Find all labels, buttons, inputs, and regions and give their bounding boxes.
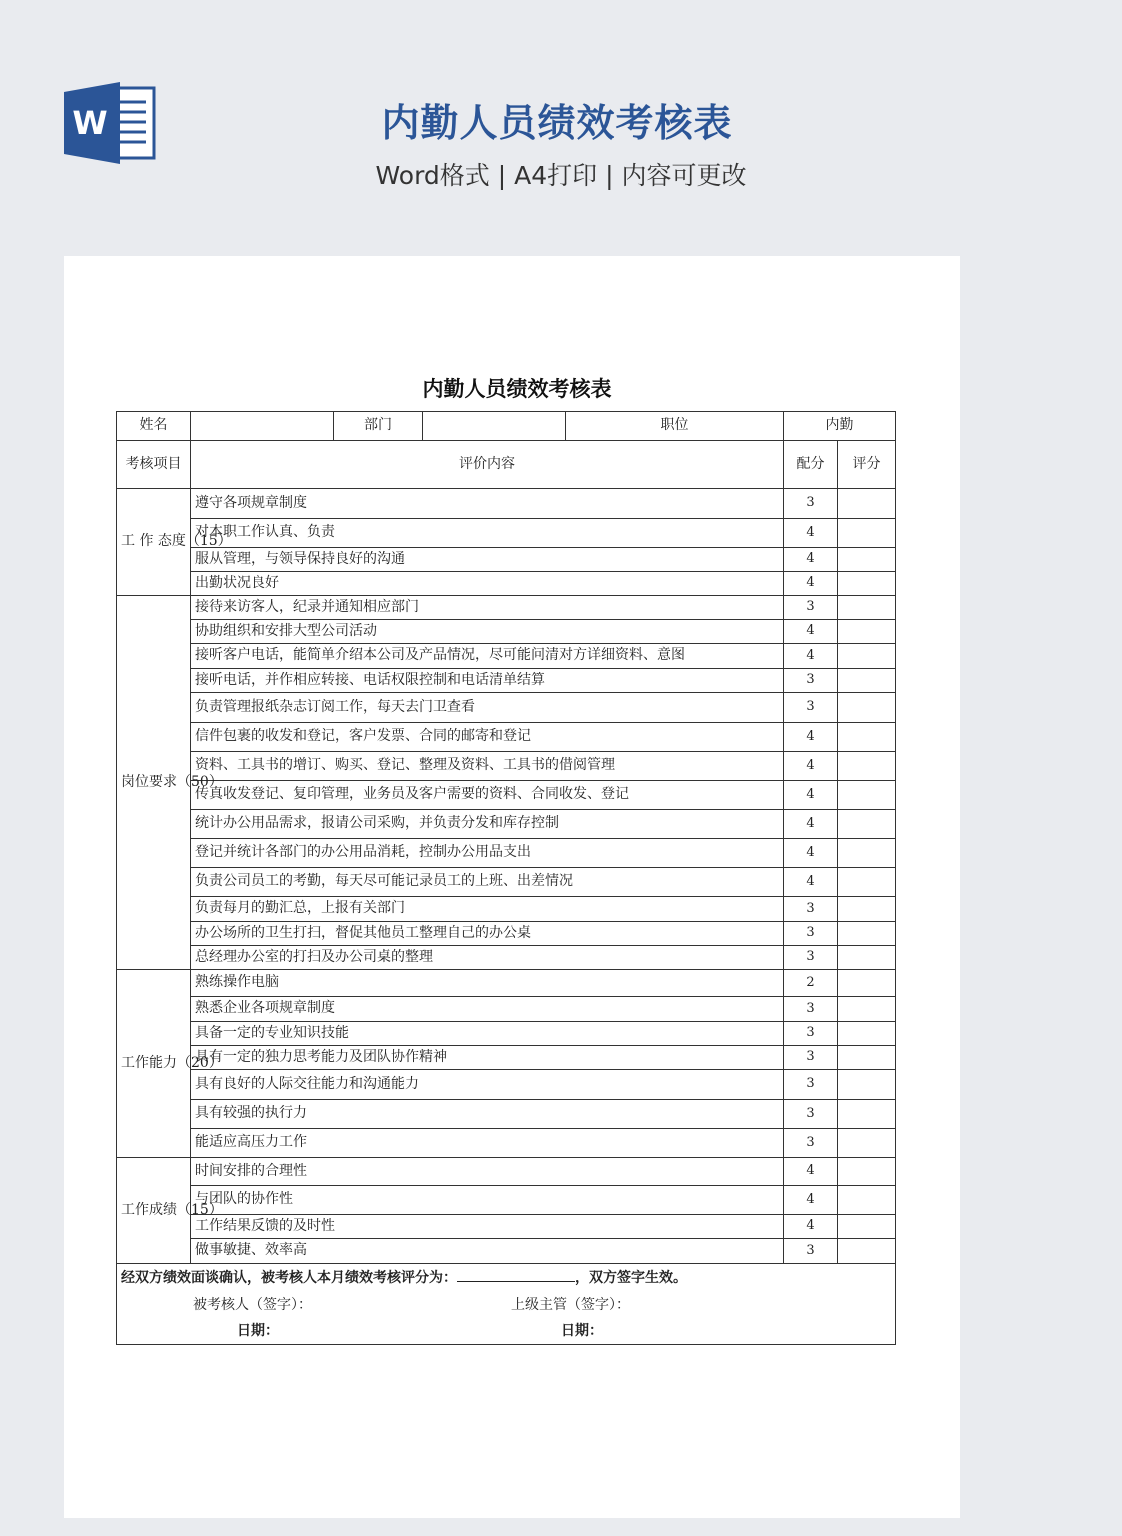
confirmation-prefix: 经双方绩效面谈确认，被考核人本月绩效考核评分为： bbox=[121, 1270, 457, 1286]
date-row bbox=[121, 1318, 891, 1344]
criterion-points: 3 bbox=[784, 897, 838, 922]
word-icon-letter: W bbox=[72, 104, 108, 142]
criterion-text: 办公场所的卫生打扫，督促其他员工整理自己的办公桌 bbox=[191, 922, 784, 946]
confirmation-suffix: ，双方签字生效。 bbox=[575, 1270, 687, 1286]
table-row bbox=[117, 752, 896, 781]
criterion-text: 工作结果反馈的及时性 bbox=[191, 1215, 784, 1239]
name-label: 姓名 bbox=[117, 412, 191, 441]
criterion-points: 4 bbox=[784, 752, 838, 781]
criterion-points: 4 bbox=[784, 810, 838, 839]
criterion-points: 3 bbox=[784, 946, 838, 970]
criterion-text: 对本职工作认真、负责 bbox=[191, 519, 784, 548]
score-input-cell[interactable] bbox=[838, 922, 896, 946]
score-input-cell[interactable] bbox=[838, 644, 896, 669]
criterion-text: 统计办公用品需求，报请公司采购，并负责分发和库存控制 bbox=[191, 810, 784, 839]
category-job-requirements: 岗位要求（50） bbox=[117, 596, 191, 970]
score-input-cell[interactable] bbox=[838, 1070, 896, 1100]
employee-signature-label: 被考核人（签字）： bbox=[193, 1297, 312, 1313]
criterion-points: 4 bbox=[784, 620, 838, 644]
employee-date-label: 日期： bbox=[237, 1323, 279, 1339]
table-row bbox=[117, 810, 896, 839]
criterion-points: 3 bbox=[784, 1239, 838, 1264]
table-row bbox=[117, 922, 896, 946]
criterion-text: 具有良好的人际交往能力和沟通能力 bbox=[191, 1070, 784, 1100]
position-value: 内勤 bbox=[784, 412, 896, 441]
evaluation-table bbox=[116, 411, 896, 1345]
criterion-text: 负责每月的勤汇总，上报有关部门 bbox=[191, 897, 784, 922]
footer-row bbox=[117, 1264, 896, 1345]
score-input-cell[interactable] bbox=[838, 781, 896, 810]
score-input-cell[interactable] bbox=[838, 1046, 896, 1070]
criterion-points: 3 bbox=[784, 1070, 838, 1100]
table-row bbox=[117, 519, 896, 548]
criterion-points: 4 bbox=[784, 519, 838, 548]
criterion-text: 协助组织和安排大型公司活动 bbox=[191, 620, 784, 644]
table-row bbox=[117, 997, 896, 1022]
table-row bbox=[117, 868, 896, 897]
table-row bbox=[117, 572, 896, 596]
criterion-points: 4 bbox=[784, 1186, 838, 1215]
criterion-points: 4 bbox=[784, 868, 838, 897]
criterion-points: 4 bbox=[784, 1158, 838, 1186]
table-row bbox=[117, 839, 896, 868]
table-row bbox=[117, 1186, 896, 1215]
score-input-cell[interactable] bbox=[838, 572, 896, 596]
table-row bbox=[117, 1215, 896, 1239]
header-row-basic-info bbox=[117, 412, 896, 441]
score-input-cell[interactable] bbox=[838, 897, 896, 922]
criterion-points: 4 bbox=[784, 723, 838, 752]
confirmation-section bbox=[117, 1264, 896, 1345]
score-input-cell[interactable] bbox=[838, 752, 896, 781]
score-input-cell[interactable] bbox=[838, 839, 896, 868]
score-input-cell[interactable] bbox=[838, 596, 896, 620]
table-row bbox=[117, 1239, 896, 1264]
table-row bbox=[117, 1070, 896, 1100]
criterion-points: 3 bbox=[784, 1022, 838, 1046]
document-title: 内勤人员绩效考核表 bbox=[422, 376, 612, 401]
criterion-text: 遵守各项规章制度 bbox=[191, 489, 784, 519]
criterion-points: 3 bbox=[784, 1129, 838, 1158]
criterion-points: 3 bbox=[784, 489, 838, 519]
score-input-cell[interactable] bbox=[838, 868, 896, 897]
score-input-cell[interactable] bbox=[838, 1186, 896, 1215]
criterion-text: 与团队的协作性 bbox=[191, 1186, 784, 1215]
score-input-cell[interactable] bbox=[838, 1239, 896, 1264]
criterion-text: 具有较强的执行力 bbox=[191, 1100, 784, 1129]
score-input-cell[interactable] bbox=[838, 519, 896, 548]
category-performance: 工作成绩（15） bbox=[117, 1158, 191, 1264]
score-input-cell[interactable] bbox=[838, 946, 896, 970]
table-row bbox=[117, 644, 896, 669]
points-label: 配分 bbox=[784, 441, 838, 489]
criterion-text: 熟练操作电脑 bbox=[191, 970, 784, 997]
criterion-points: 3 bbox=[784, 997, 838, 1022]
category-ability: 工作能力（20） bbox=[117, 970, 191, 1158]
table-row bbox=[117, 897, 896, 922]
criterion-text: 能适应高压力工作 bbox=[191, 1129, 784, 1158]
department-label: 部门 bbox=[334, 412, 423, 441]
criterion-points: 3 bbox=[784, 1100, 838, 1129]
table-row bbox=[117, 693, 896, 723]
table-row bbox=[117, 596, 896, 620]
manager-date-label: 日期： bbox=[561, 1323, 603, 1339]
score-input-cell[interactable] bbox=[838, 723, 896, 752]
position-label: 职位 bbox=[566, 412, 784, 441]
criterion-text: 总经理办公室的打扫及办公司桌的整理 bbox=[191, 946, 784, 970]
criterion-points: 3 bbox=[784, 596, 838, 620]
confirmation-text bbox=[121, 1264, 891, 1292]
table-row bbox=[117, 620, 896, 644]
criterion-text: 负责管理报纸杂志订阅工作，每天去门卫查看 bbox=[191, 693, 784, 723]
table-row bbox=[117, 1100, 896, 1129]
criterion-text: 具有一定的独力思考能力及团队协作精神 bbox=[191, 1046, 784, 1070]
score-input-cell[interactable] bbox=[838, 997, 896, 1022]
criterion-points: 3 bbox=[784, 693, 838, 723]
criterion-text: 负责公司员工的考勤，每天尽可能记录员工的上班、出差情况 bbox=[191, 868, 784, 897]
criterion-text: 时间安排的合理性 bbox=[191, 1158, 784, 1186]
criterion-text: 服从管理，与领导保持良好的沟通 bbox=[191, 548, 784, 572]
name-value-cell[interactable] bbox=[191, 412, 334, 441]
score-input-cell[interactable] bbox=[838, 970, 896, 997]
score-input-cell[interactable] bbox=[838, 489, 896, 519]
criterion-text: 接待来访客人，纪录并通知相应部门 bbox=[191, 596, 784, 620]
content-label: 评价内容 bbox=[191, 441, 784, 489]
criterion-points: 4 bbox=[784, 548, 838, 572]
table-row bbox=[117, 669, 896, 693]
table-row bbox=[117, 1158, 896, 1186]
banner-subtitle: Word格式 | A4打印 | 内容可更改 bbox=[375, 161, 747, 190]
table-row bbox=[117, 781, 896, 810]
table-row bbox=[117, 548, 896, 572]
table-row bbox=[117, 1129, 896, 1158]
score-input-cell[interactable] bbox=[838, 810, 896, 839]
criterion-text: 出勤状况良好 bbox=[191, 572, 784, 596]
criterion-text: 接听电话，并作相应转接、电话权限控制和电话清单结算 bbox=[191, 669, 784, 693]
criterion-points: 4 bbox=[784, 839, 838, 868]
criterion-points: 4 bbox=[784, 572, 838, 596]
score-input-cell[interactable] bbox=[838, 620, 896, 644]
score-input-cell[interactable] bbox=[838, 669, 896, 693]
criterion-points: 2 bbox=[784, 970, 838, 997]
score-input-cell[interactable] bbox=[838, 548, 896, 572]
item-label: 考核项目 bbox=[117, 441, 191, 489]
category-attitude: 工 作 态度（15） bbox=[117, 489, 191, 596]
score-input-cell[interactable] bbox=[838, 1158, 896, 1186]
total-score-blank[interactable] bbox=[457, 1267, 575, 1282]
table-row bbox=[117, 723, 896, 752]
table-row bbox=[117, 489, 896, 519]
score-input-cell[interactable] bbox=[838, 1215, 896, 1239]
banner-title: 内勤人员绩效考核表 bbox=[381, 101, 733, 145]
criterion-points: 3 bbox=[784, 1046, 838, 1070]
criterion-points: 4 bbox=[784, 1215, 838, 1239]
criterion-text: 做事敏捷、效率高 bbox=[191, 1239, 784, 1264]
table-row bbox=[117, 970, 896, 997]
table-row bbox=[117, 946, 896, 970]
table-row bbox=[117, 1022, 896, 1046]
table-row bbox=[117, 1046, 896, 1070]
signature-row bbox=[121, 1292, 891, 1318]
score-input-cell[interactable] bbox=[838, 693, 896, 723]
criterion-text: 传真收发登记、复印管理，业务员及客户需要的资料、合同收发、登记 bbox=[191, 781, 784, 810]
criterion-text: 接听客户电话，能简单介绍本公司及产品情况，尽可能问清对方详细资料、意图 bbox=[191, 644, 784, 669]
criterion-text: 信件包裹的收发和登记，客户发票、合同的邮寄和登记 bbox=[191, 723, 784, 752]
criterion-points: 3 bbox=[784, 669, 838, 693]
criterion-text: 熟悉企业各项规章制度 bbox=[191, 997, 784, 1022]
criterion-points: 4 bbox=[784, 644, 838, 669]
department-value-cell[interactable] bbox=[423, 412, 566, 441]
criterion-text: 资料、工具书的增订、购买、登记、整理及资料、工具书的借阅管理 bbox=[191, 752, 784, 781]
criterion-text: 具备一定的专业知识技能 bbox=[191, 1022, 784, 1046]
score-label: 评分 bbox=[838, 441, 896, 489]
score-input-cell[interactable] bbox=[838, 1129, 896, 1158]
header-row-columns bbox=[117, 441, 896, 489]
manager-signature-label: 上级主管（签字）： bbox=[511, 1297, 630, 1313]
criterion-points: 4 bbox=[784, 781, 838, 810]
criterion-points: 3 bbox=[784, 922, 838, 946]
score-input-cell[interactable] bbox=[838, 1022, 896, 1046]
criterion-text: 登记并统计各部门的办公用品消耗，控制办公用品支出 bbox=[191, 839, 784, 868]
score-input-cell[interactable] bbox=[838, 1100, 896, 1129]
